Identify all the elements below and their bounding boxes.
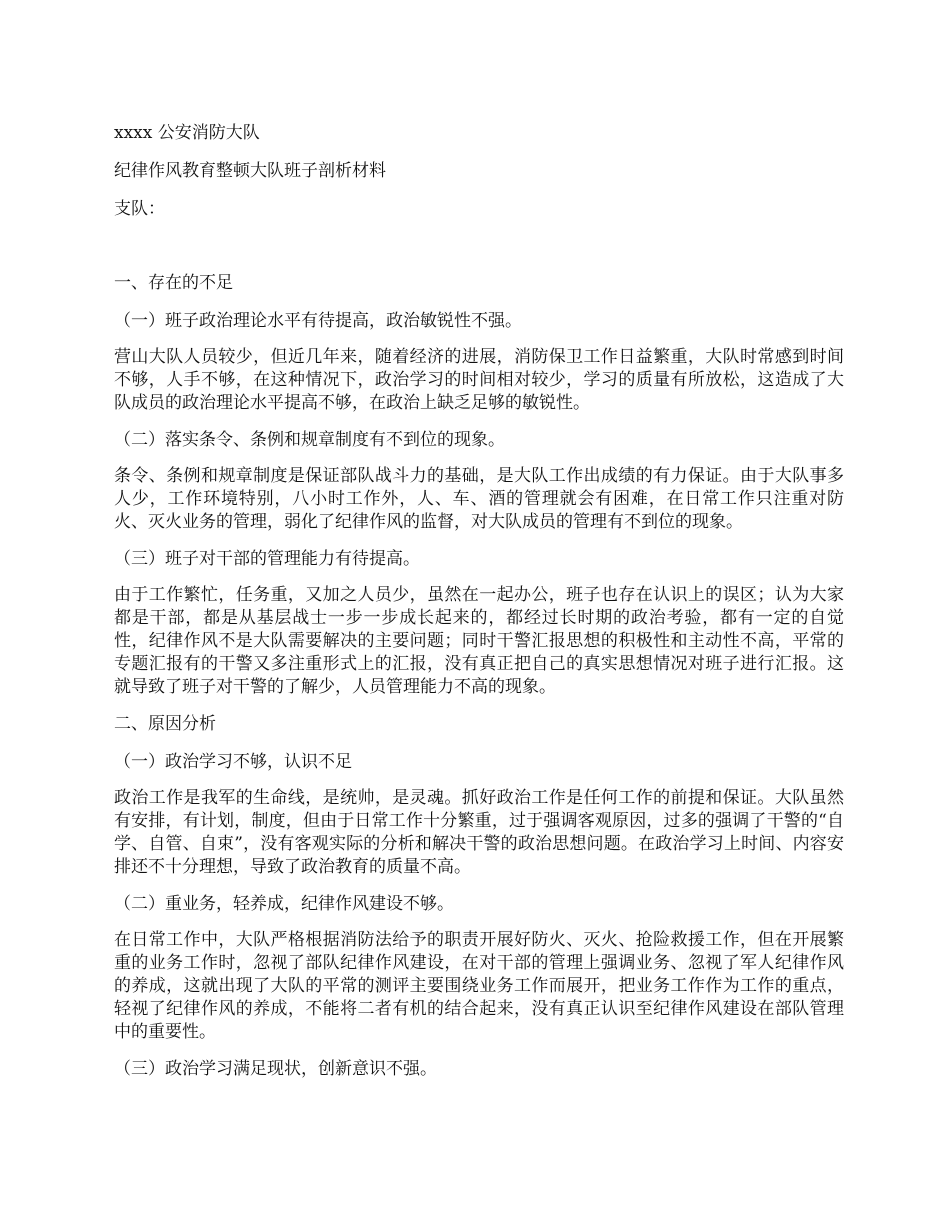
document-title: 纪律作风教育整顿大队班子剖析材料 <box>114 161 386 181</box>
paragraph-2-2: 在日常工作中，大队严格根据消防法给予的职责开展好防火、灭火、抢险救援工作，但在开展繁重的业务工作时，忽视了部队纪律作风建设，在对干部的管理上强调业务、忽视了军人纪律作风的养成，这就出现了大队的平常的测评主要围绕业务工作而展开，把业务工作作为工作的重点，轻视了纪律作风的养成，不能将二者有机的结合起来，没有真正认识至纪律作风建设在部队管理中的重要性。 <box>114 930 844 1042</box>
section-heading-2: 二、原因分析 <box>114 714 216 734</box>
subheading-2-3: （三）政治学习满足现状，创新意识不强。 <box>114 1059 437 1079</box>
paragraph-1-2: 条令、条例和规章制度是保证部队战斗力的基础，是大队工作出成绩的有力保证。由于大队事多人少，工作环境特别，八小时工作外，人、车、酒的管理就会有困难，在日常工作只注重对防火、灭火业务的管理，弱化了纪律作风的监督，对大队成员的管理有不到位的现象。 <box>114 466 844 532</box>
paragraph-1-1: 营山大队人员较少，但近几年来，随着经济的进展，消防保卫工作日益繁重，大队时常感到时间不够，人手不够，在这种情况下，政治学习的时间相对较少，学习的质量有所放松，这造成了大队成员的政治理论水平提高不够，在政治上缺乏足够的敏锐性。 <box>114 347 844 413</box>
org-name: xxxx 公安消防大队 <box>114 123 260 143</box>
paragraph-1-3: 由于工作繁忙，任务重，又加之人员少，虽然在一起办公，班子也存在认识上的误区；认为大家都是干部，都是从基层战士一步一步成长起来的，都经过长时期的政治考验，都有一定的自觉性，纪律作风不是大队需要解决的主要问题；同时干警汇报思想的积极性和主动性不高，平常的专题汇报有的干警又多注重形式上的汇报，没有真正把自己的真实思想情况对班子进行汇报。这就导致了班子对干警的了解少，人员管理能力不高的现象。 <box>114 585 844 697</box>
paragraph-2-1: 政治工作是我军的生命线，是统帅，是灵魂。抓好政治工作是任何工作的前提和保证。大队虽然有安排，有计划，制度，但由于日常工作十分繁重，过于强调客观原因，过多的强调了干警的“自学、自管、自束”，没有客观实际的分析和解决干警的政治思想问题。在政治学习上时间、内容安排还不十分理想，导致了政治教育的质量不高。 <box>114 788 844 877</box>
subheading-2-2: （二）重业务，轻养成，纪律作风建设不够。 <box>114 894 454 914</box>
recipient-line: 支队： <box>114 199 165 219</box>
subheading-2-1: （一）政治学习不够，认识不足 <box>114 752 352 772</box>
subheading-1-2: （二）落实条令、条例和规章制度有不到位的现象。 <box>114 430 505 450</box>
section-heading-1: 一、存在的不足 <box>114 273 233 293</box>
subheading-1-1: （一）班子政治理论水平有待提高，政治敏锐性不强。 <box>114 311 522 331</box>
subheading-1-3: （三）班子对干部的管理能力有待提高。 <box>114 549 420 569</box>
document-page <box>114 120 844 1082</box>
